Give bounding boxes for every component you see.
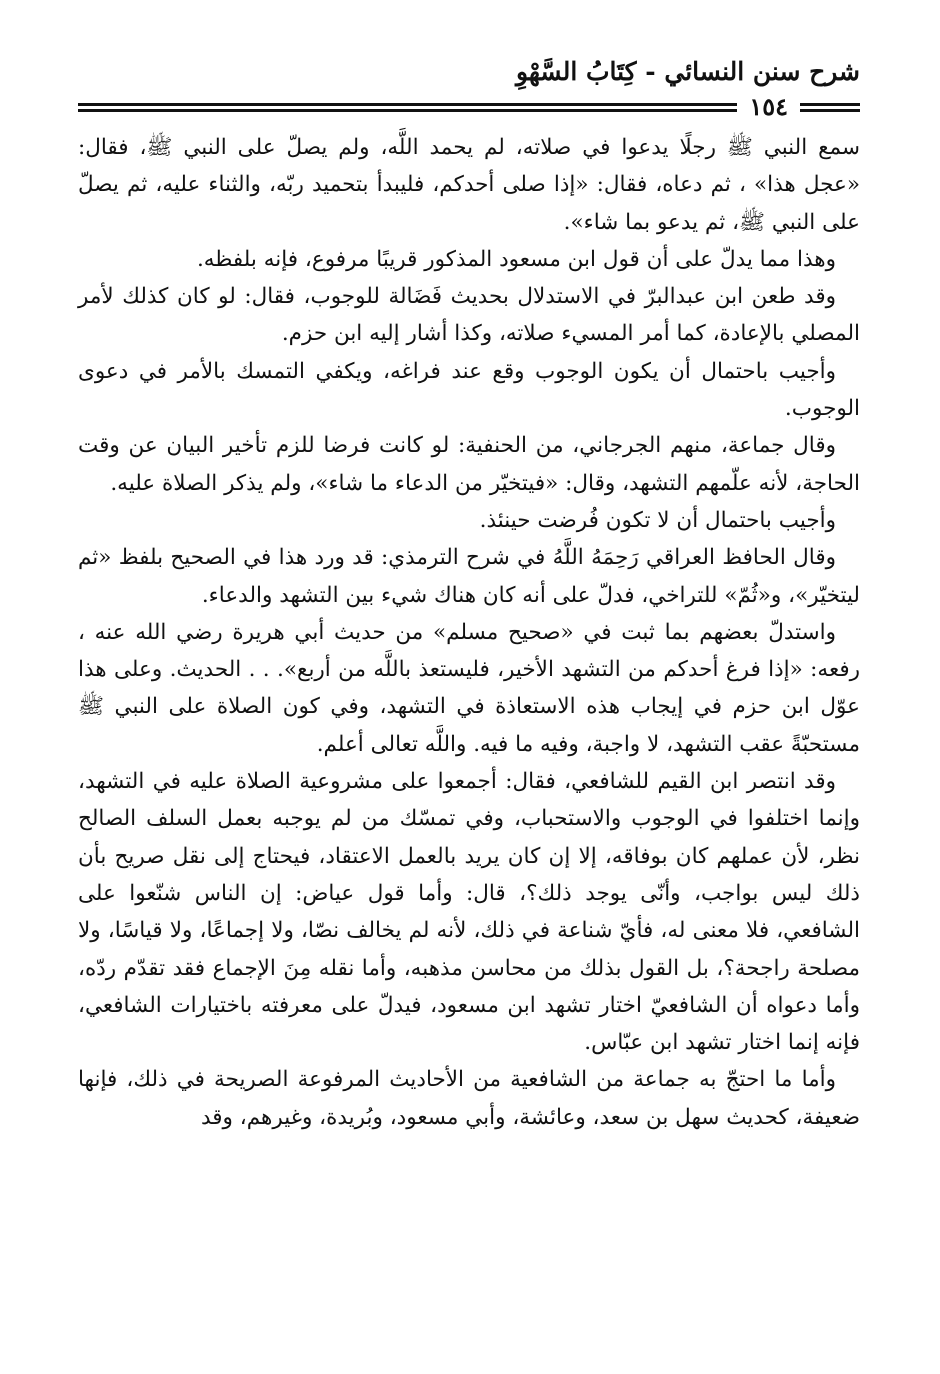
rule-long [78,103,737,112]
running-title: شرح سنن النسائي - كِتَابُ السَّهْوِ [515,57,860,86]
paragraph: وأجيب باحتمال أن يكون الوجوب وقع عند فراغه، ويكفي التمسك بالأمر في دعوى الوجوب. [78,358,860,422]
paragraph: وقال جماعة، منهم الجرجاني، من الحنفية: لو كانت فرضا للزم تأخير البيان عن وقت الحاجة، لأنه علّمهم التشهد، وقال: «فيتخيّر من الدعاء ما شاء»، ولم يذكر الصلاة عليه. [78,433,860,496]
rule-short [800,103,860,112]
paragraph: وأما ما احتجّ به جماعة من الشافعية من الأحاديث المرفوعة الصريحة في ذلك، فإنها ضعيفة، كحديث سهل بن سعد، وعائشة، وأبي مسعود، وبُريدة، وغيرهم، وقد [78,1067,860,1130]
paragraph: وهذا مما يدلّ على أن قول ابن مسعود المذكور قريبًا مرفوع، فإنه بلفظه. [196,246,836,272]
paragraph: وقال الحافظ العراقي رَحِمَهُ اللَّهُ في شرح الترمذي: قد ورد هذا في الصحيح بلفظ «ثم ليتخيّر»، و«ثُمّ» للتراخي، فدلّ على أنه كان هناك شيء بين التشهد والدعاء. [78,545,860,608]
header-rule [78,93,860,121]
paragraph: واستدلّ بعضهم بما ثبت في «صحيح مسلم» من حديث أبي هريرة رضي الله عنه ، رفعه: «إذا فرغ أحدكم من التشهد الأخير، فليستعذ باللَّه من أربع». . . الحديث. وعلى هذا عوّل ابن حزم في إيجاب هذه الاستعاذة في التشهد، وفي كون الصلاة على النبي ﷺ مستحبّةً عقب التشهد، لا واجبة، وفيه ما فيه. واللَّه تعالى أعلم. [78,619,860,757]
paragraph: سمع النبي ﷺ رجلًا يدعوا في صلاته، لم يحمد اللَّه، ولم يصلّ على النبي ﷺ، فقال: «عجل هذا» ، ثم دعاه، فقال: «إذا صلى أحدكم، فليبدأ بتحميد ربّه، والثناء عليه، ثم يصلّ على النبي ﷺ، ثم يدعو بما شاء». [78,135,860,235]
paragraph: وقد طعن ابن عبدالبرّ في الاستدلال بحديث فَضَالة للوجوب، فقال: لو كان كذلك لأمر المصلي بالإعادة، كما أمر المسيء صلاته، وكذا أشار إليه ابن حزم. [78,284,860,347]
paragraph: وأجيب باحتمال أن لا تكون فُرضت حينئذ. [479,507,836,533]
page-number: ١٥٤ [749,92,788,121]
body-text [78,129,860,1136]
paragraph: وقد انتصر ابن القيم للشافعي، فقال: أجمعوا على مشروعية الصلاة عليه في التشهد، وإنما اختلفوا في الوجوب والاستحباب، وفي تمسّك من لم يوجبه بعمل السلف الصالح نظر، لأن عملهم كان بوفاقه، إلا إن كان يريد بالعمل الاعتقاد، فيحتاج إلى نقل صريح بأن ذلك ليس بواجب، وأنّى يوجد ذلك؟، قال: وأما قول عياض: إن الناس شنّعوا على الشافعي، فلا معنى له، فأيّ شناعة في ذلك، لأنه لم يخالف نصّا، ولا إجماعًا، ولا قياسًا، ولا مصلحة راجحة؟، بل القول بذلك من محاسن مذهبه، وأما نقله مِنَ الإجماع فقد تقدّم ردّه، وأما دعواه أن الشافعيّ اختار تشهد ابن مسعود، فيدلّ على معرفته باختيارات الشافعي، فإنه إنما اختار تشهد ابن عبّاس. [78,769,860,1056]
page-header [78,55,860,89]
